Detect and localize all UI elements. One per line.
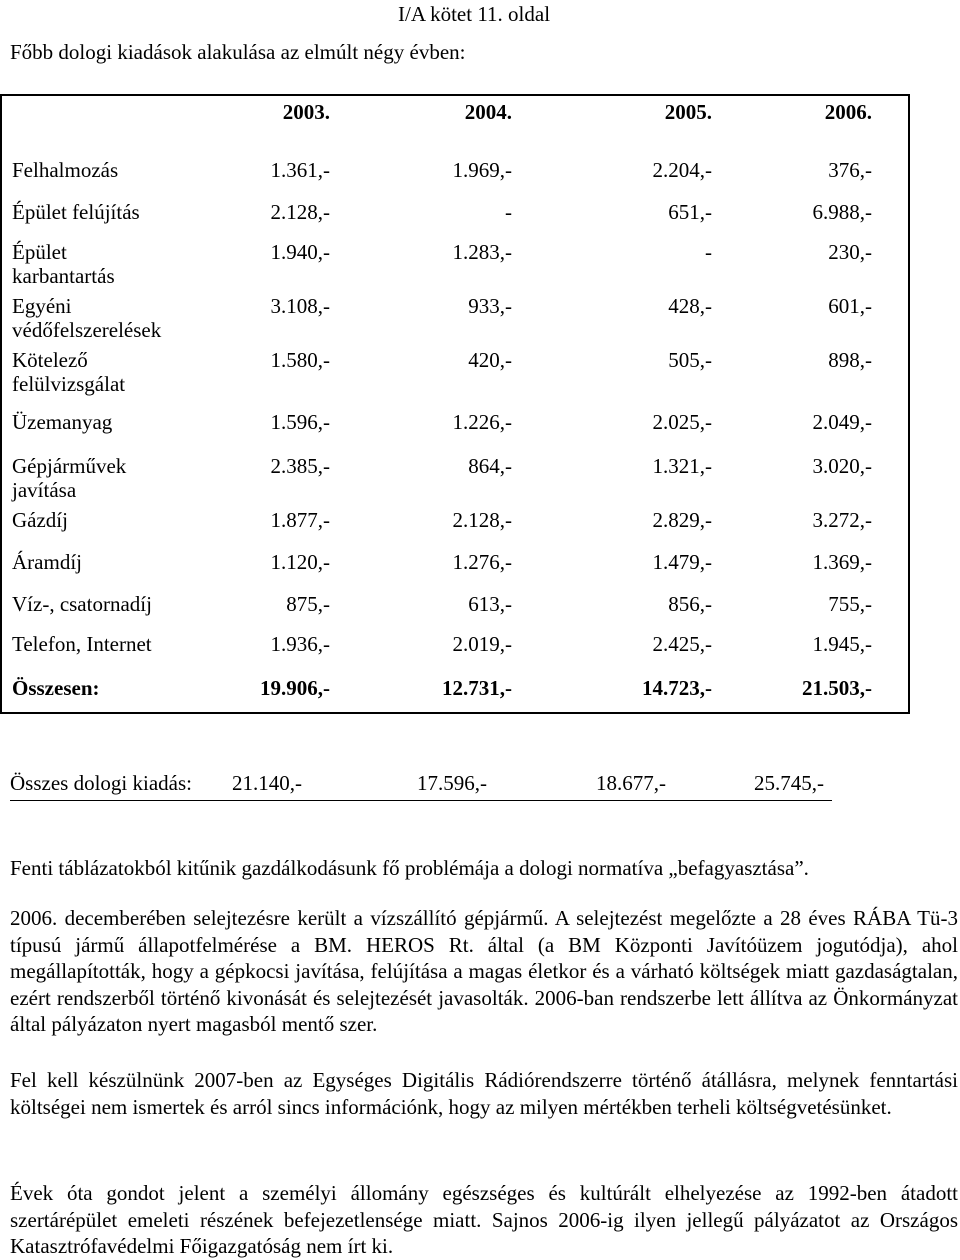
cell-value: 1.226,- [452, 410, 512, 434]
row-label: Áramdíj [12, 550, 82, 574]
intro-text: Főbb dologi kiadások alakulása az elmúlt négy évben: [10, 40, 466, 64]
summary-value: 25.745,- [754, 771, 824, 795]
cell-value: 1.479,- [652, 550, 712, 574]
cell-value: - [505, 200, 512, 224]
cell-value: 1.321,- [652, 454, 712, 478]
cell-value: 2.019,- [452, 632, 512, 656]
cell-value: 6.988,- [812, 200, 872, 224]
cell-value: 1.276,- [452, 550, 512, 574]
cell-value: 1.596,- [270, 410, 330, 434]
cell-value: 2.049,- [812, 410, 872, 434]
cell-value: 376,- [828, 158, 872, 182]
year-header: 2004. [464, 100, 512, 124]
cell-value: 1.120,- [270, 550, 330, 574]
cell-value: 428,- [668, 294, 712, 318]
cell-value: 2.829,- [652, 508, 712, 532]
total-value: 19.906,- [260, 676, 330, 700]
row-label: Épület felújítás [12, 200, 140, 224]
row-label: Telefon, Internet [12, 632, 152, 656]
cell-value: 2.128,- [452, 508, 512, 532]
cell-value: 2.204,- [652, 158, 712, 182]
cell-value: 864,- [468, 454, 512, 478]
paragraph: 2006. decemberében selejtezésre került a vízszállító gépjármű. A selejtezést megelőzte a 28 éves RÁBA Tü-3 típusú jármű állapotfelmérése a BM. HEROS Rt. által (a BM Központi Javítóüzem jogutódja), ahol megállapították, hogy a gépkocsi javítása, felújítása a magas életkor és a várható költségek miatt gazdaságtalan, ezért rendszerből történő kivonását és selejtezését javasolták. 2006-ban rendszerbe lett állítva az Önkormányzat által pályázaton nyert magasból mentő szer. [10, 906, 958, 1036]
cell-value: 1.940,- [270, 240, 330, 264]
cell-value: 1.877,- [270, 508, 330, 532]
page-reference: I/A kötet 11. oldal [398, 2, 551, 26]
cell-value: 2.128,- [270, 200, 330, 224]
row-label: Épület karbantartás [12, 240, 115, 288]
paragraph: Fel kell készülnünk 2007-ben az Egységes Digitális Rádiórendszerre történő átállásra, melynek fenntartási költségei nem ismertek és arról sincs információnk, hogy az milyen mértékben terheli költségvetésünket. [10, 1068, 958, 1119]
cell-value: 2.425,- [652, 632, 712, 656]
cell-value: 856,- [668, 592, 712, 616]
cell-value: 875,- [286, 592, 330, 616]
cell-value: 1.580,- [270, 348, 330, 372]
total-value: 14.723,- [642, 676, 712, 700]
year-header: 2003. [282, 100, 330, 124]
summary-label: Összes dologi kiadás: [10, 771, 192, 795]
cell-value: 3.020,- [812, 454, 872, 478]
cell-value: 613,- [468, 592, 512, 616]
cell-value: 1.361,- [270, 158, 330, 182]
total-value: 21.503,- [802, 676, 872, 700]
paragraph: Évek óta gondot jelent a személyi állomány egészséges és kultúrált elhelyezése az 1992-ben átadott szertárépület emeleti részének befejezetlensége miatt. Sajnos 2006-ig ilyen jellegű pályázatot az Országos Katasztrófavédelmi Főigazgatóság nem írt ki. [10, 1181, 958, 1258]
cell-value: 1.969,- [452, 158, 512, 182]
total-expense-summary [10, 770, 832, 801]
summary-value: 18.677,- [596, 771, 666, 795]
summary-value: 21.140,- [232, 771, 302, 795]
total-label: Összesen: [12, 676, 100, 700]
cell-value: 505,- [668, 348, 712, 372]
cell-value: 898,- [828, 348, 872, 372]
cell-value: 3.272,- [812, 508, 872, 532]
paragraph: Fenti táblázatokból kitűnik gazdálkodásunk fő problémája a dologi normatíva „befagyasztása”. [10, 856, 809, 880]
row-label: Egyéni védőfelszerelések [12, 294, 162, 342]
cell-value: 1.936,- [270, 632, 330, 656]
year-header: 2005. [664, 100, 712, 124]
cell-value: 2.385,- [270, 454, 330, 478]
row-label: Gépjárművek javítása [12, 454, 127, 502]
cell-value: 651,- [668, 200, 712, 224]
year-header: 2006. [824, 100, 872, 124]
cell-value: 1.369,- [812, 550, 872, 574]
row-label: Kötelező felülvizsgálat [12, 348, 126, 396]
cell-value: 230,- [828, 240, 872, 264]
expense-table [0, 94, 910, 714]
summary-value: 17.596,- [417, 771, 487, 795]
cell-value: 1.283,- [452, 240, 512, 264]
cell-value: 3.108,- [270, 294, 330, 318]
cell-value: 1.945,- [812, 632, 872, 656]
row-label: Üzemanyag [12, 410, 113, 434]
total-value: 12.731,- [442, 676, 512, 700]
cell-value: 2.025,- [652, 410, 712, 434]
cell-value: 601,- [828, 294, 872, 318]
cell-value: - [705, 240, 712, 264]
cell-value: 755,- [828, 592, 872, 616]
row-label: Víz-, csatornadíj [12, 592, 152, 616]
cell-value: 933,- [468, 294, 512, 318]
row-label: Felhalmozás [12, 158, 119, 182]
cell-value: 420,- [468, 348, 512, 372]
row-label: Gázdíj [12, 508, 68, 532]
